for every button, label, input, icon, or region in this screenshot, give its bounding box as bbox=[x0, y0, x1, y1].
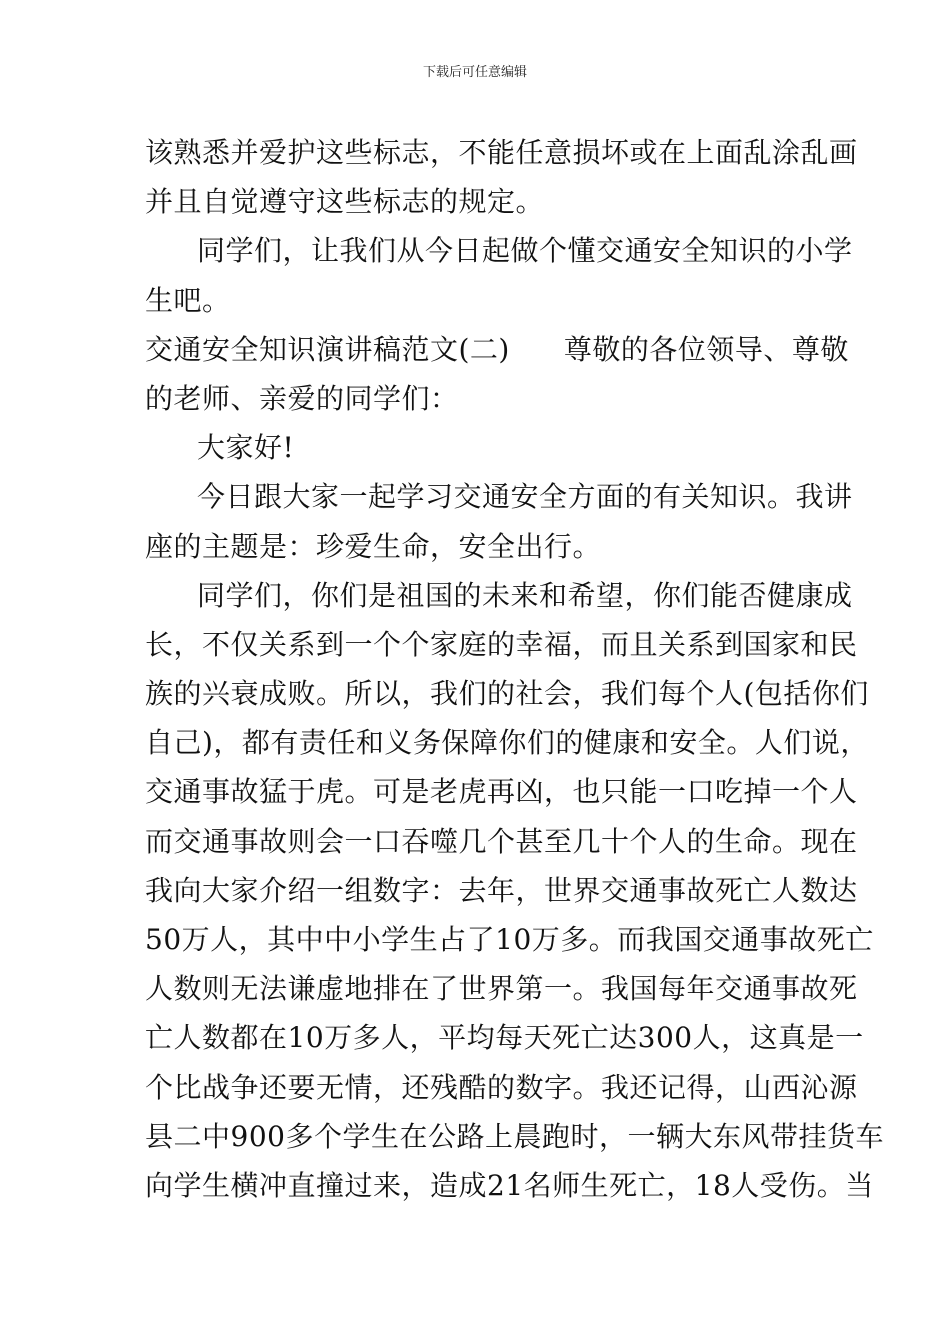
paragraph-start: 今日跟大家一起学习交通安全方面的有关知识。我讲 bbox=[197, 480, 853, 514]
document-body bbox=[145, 128, 884, 1210]
text-line: 该熟悉并爱护这些标志，不能任意损坏或在上面乱涂乱画 bbox=[145, 136, 858, 169]
salutation-start: 尊敬的各位领导、尊敬 bbox=[563, 332, 849, 366]
text-line: 亡人数都在10万多人，平均每天死亡达300人，这真是一 bbox=[145, 1021, 864, 1055]
page-header-note: 下载后可任意编辑 bbox=[422, 65, 527, 80]
text-line: 生吧。 bbox=[145, 283, 231, 317]
text-line: 我向大家介绍一组数字：去年，世界交通事故死亡人数达 bbox=[145, 873, 858, 907]
text-line: 县二中900多个学生在公路上晨跑时，一辆大东风带挂货车 bbox=[145, 1119, 884, 1153]
text-line: 自己)，都有责任和义务保障你们的健康和安全。人们说， bbox=[145, 726, 869, 760]
text-line: 人数则无法谦虚地排在了世界第一。我国每年交通事故死 bbox=[145, 972, 858, 1006]
text-line: 并且自觉遵守这些标志的规定。 bbox=[145, 185, 545, 219]
paragraph-start: 同学们，你们是祖国的未来和希望，你们能否健康成 bbox=[197, 578, 853, 612]
text-line: 50万人，其中中小学生占了10万多。而我国交通事故死亡 bbox=[145, 923, 874, 956]
text-line: 族的兴衰成败。所以，我们的社会，我们每个人(包括你们 bbox=[145, 677, 869, 711]
text-line: 交通事故猛于虎。可是老虎再凶，也只能一口吃掉一个人 bbox=[145, 775, 858, 809]
text-line: 而交通事故则会一口吞噬几个甚至几十个人的生命。现在 bbox=[145, 824, 858, 858]
greeting: 大家好! bbox=[197, 431, 295, 465]
text-line: 长，不仅关系到一个个家庭的幸福，而且关系到国家和民 bbox=[145, 627, 858, 661]
text-line: 座的主题是：珍爱生命，安全出行。 bbox=[145, 529, 602, 563]
text-line: 向学生横冲直撞过来，造成21名师生死亡，18人受伤。当 bbox=[145, 1168, 874, 1202]
speech-title-line bbox=[145, 325, 849, 374]
text-line: 的老师、亲爱的同学们： bbox=[145, 381, 459, 415]
paragraph-start: 同学们，让我们从今日起做个懂交通安全知识的小学 bbox=[197, 234, 853, 268]
speech-title: 交通安全知识演讲稿范文(二) bbox=[145, 332, 510, 366]
text-line: 个比战争还要无情，还残酷的数字。我还记得，山西沁源 bbox=[145, 1070, 858, 1104]
